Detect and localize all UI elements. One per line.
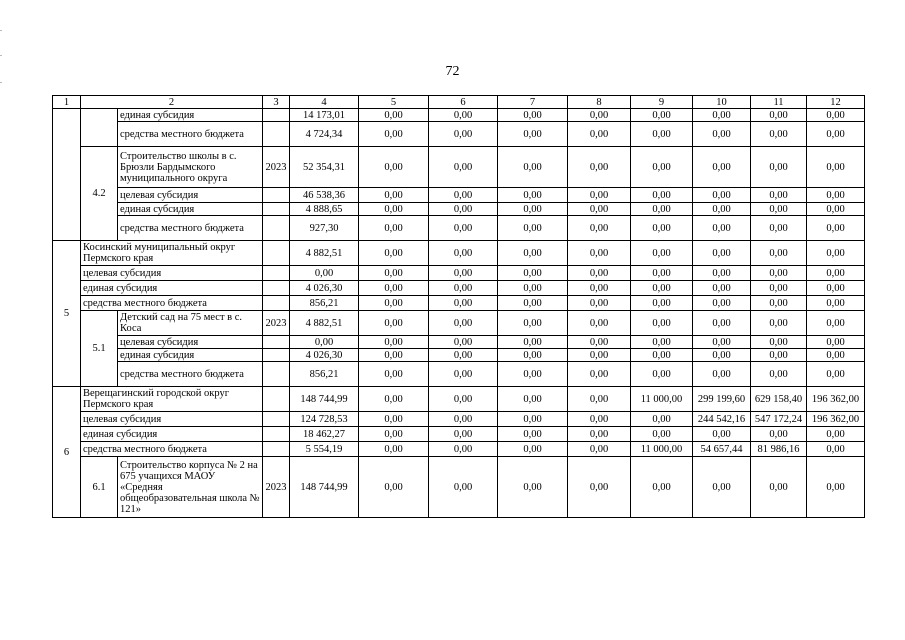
value-cell: 0,00 <box>498 122 568 147</box>
row-label: единая субсидия <box>118 109 263 122</box>
row-label: Верещагинский городской округ Пермского края <box>81 387 263 412</box>
value-cell: 0,00 <box>693 122 751 147</box>
value-cell: 0,00 <box>429 412 498 427</box>
row-label: Строительство корпуса № 2 на 675 учащихся МАОУ «Средняя общеобразовательная школа № 121» <box>118 457 263 518</box>
value-cell: 0,00 <box>751 188 807 203</box>
value-cell: 0,00 <box>359 387 429 412</box>
value-cell: 0,00 <box>498 442 568 457</box>
value-cell: 0,00 <box>693 336 751 349</box>
value-cell: 0,00 <box>751 349 807 362</box>
year-cell <box>263 387 290 412</box>
value-cell: 0,00 <box>807 311 865 336</box>
year-cell <box>263 349 290 362</box>
value-cell: 0,00 <box>807 442 865 457</box>
row-label: Строительство школы в с. Брюзли Бардымского муниципального округа <box>118 147 263 188</box>
value-cell: 0,00 <box>807 216 865 241</box>
table-row <box>53 203 865 216</box>
value-cell: 0,00 <box>359 362 429 387</box>
row-label: Детский сад на 75 мест в с. Коса <box>118 311 263 336</box>
row-label: целевая субсидия <box>81 412 263 427</box>
value-cell: 0,00 <box>631 241 693 266</box>
header-cell: 1 <box>53 96 81 109</box>
value-cell: 0,00 <box>751 311 807 336</box>
row-label: единая субсидия <box>118 349 263 362</box>
year-cell <box>263 412 290 427</box>
year-cell <box>263 216 290 241</box>
table-row <box>53 216 865 241</box>
row-label: единая субсидия <box>118 203 263 216</box>
value-cell: 0,00 <box>807 241 865 266</box>
value-cell: 0,00 <box>359 147 429 188</box>
value-cell: 0,00 <box>429 311 498 336</box>
value-cell: 0,00 <box>751 336 807 349</box>
value-cell: 0,00 <box>751 427 807 442</box>
value-cell: 0,00 <box>631 122 693 147</box>
value-cell: 0,00 <box>631 412 693 427</box>
value-cell: 0,00 <box>429 457 498 518</box>
value-cell: 0,00 <box>498 336 568 349</box>
value-cell: 0,00 <box>807 266 865 281</box>
value-cell: 0,00 <box>498 188 568 203</box>
value-cell: 0,00 <box>807 349 865 362</box>
year-cell <box>263 122 290 147</box>
value-cell: 0,00 <box>631 427 693 442</box>
value-cell: 0,00 <box>429 362 498 387</box>
table-row <box>53 412 865 427</box>
value-cell: 0,00 <box>807 427 865 442</box>
value-cell: 0,00 <box>807 122 865 147</box>
value-cell: 0,00 <box>429 147 498 188</box>
value-cell: 0,00 <box>751 109 807 122</box>
value-cell: 4 026,30 <box>290 349 359 362</box>
value-cell: 0,00 <box>693 109 751 122</box>
header-cell: 9 <box>631 96 693 109</box>
value-cell: 0,00 <box>498 147 568 188</box>
value-cell: 0,00 <box>429 427 498 442</box>
value-cell: 0,00 <box>693 457 751 518</box>
value-cell: 18 462,27 <box>290 427 359 442</box>
value-cell: 0,00 <box>498 349 568 362</box>
value-cell: 0,00 <box>429 442 498 457</box>
value-cell: 0,00 <box>807 281 865 296</box>
value-cell: 0,00 <box>498 203 568 216</box>
value-cell: 0,00 <box>693 311 751 336</box>
table-row <box>53 442 865 457</box>
table-row <box>53 349 865 362</box>
value-cell: 0,00 <box>359 296 429 311</box>
row-label: единая субсидия <box>81 427 263 442</box>
value-cell: 0,00 <box>568 296 631 311</box>
row-label: средства местного бюджета <box>118 362 263 387</box>
table-row <box>53 296 865 311</box>
value-cell: 0,00 <box>568 216 631 241</box>
row-number: 6 <box>53 387 81 518</box>
value-cell: 0,00 <box>807 336 865 349</box>
value-cell: 0,00 <box>429 109 498 122</box>
value-cell: 0,00 <box>359 122 429 147</box>
value-cell: 14 173,01 <box>290 109 359 122</box>
sub-row-number: 6.1 <box>81 457 118 518</box>
value-cell: 0,00 <box>290 266 359 281</box>
value-cell: 0,00 <box>568 188 631 203</box>
value-cell: 52 354,31 <box>290 147 359 188</box>
value-cell: 0,00 <box>693 362 751 387</box>
value-cell: 0,00 <box>498 266 568 281</box>
value-cell: 4 026,30 <box>290 281 359 296</box>
row-label: целевая субсидия <box>118 188 263 203</box>
value-cell: 0,00 <box>693 349 751 362</box>
sub-row-number <box>81 109 118 147</box>
year-cell <box>263 203 290 216</box>
table-row <box>53 311 865 336</box>
year-cell: 2023 <box>263 147 290 188</box>
row-label: целевая субсидия <box>81 266 263 281</box>
value-cell: 0,00 <box>568 349 631 362</box>
value-cell: 0,00 <box>631 457 693 518</box>
value-cell: 0,00 <box>568 412 631 427</box>
value-cell: 0,00 <box>568 336 631 349</box>
table-row <box>53 241 865 266</box>
value-cell: 0,00 <box>359 457 429 518</box>
value-cell: 0,00 <box>429 188 498 203</box>
value-cell: 124 728,53 <box>290 412 359 427</box>
value-cell: 0,00 <box>429 203 498 216</box>
value-cell: 0,00 <box>693 266 751 281</box>
value-cell: 0,00 <box>631 281 693 296</box>
value-cell: 0,00 <box>693 203 751 216</box>
value-cell: 0,00 <box>498 412 568 427</box>
table-row <box>53 188 865 203</box>
value-cell: 0,00 <box>359 349 429 362</box>
value-cell: 0,00 <box>429 281 498 296</box>
table-row <box>53 387 865 412</box>
value-cell: 0,00 <box>807 109 865 122</box>
value-cell: 4 888,65 <box>290 203 359 216</box>
value-cell: 0,00 <box>568 311 631 336</box>
year-cell <box>263 266 290 281</box>
value-cell: 0,00 <box>498 241 568 266</box>
value-cell: 0,00 <box>631 203 693 216</box>
table-row <box>53 147 865 188</box>
year-cell: 2023 <box>263 457 290 518</box>
value-cell: 0,00 <box>359 311 429 336</box>
value-cell: 0,00 <box>498 281 568 296</box>
header-cell: 8 <box>568 96 631 109</box>
scan-mark <box>0 82 2 83</box>
table-row <box>53 266 865 281</box>
value-cell: 0,00 <box>807 188 865 203</box>
value-cell: 0,00 <box>751 203 807 216</box>
value-cell: 0,00 <box>498 311 568 336</box>
table-row <box>53 281 865 296</box>
value-cell: 0,00 <box>751 241 807 266</box>
year-cell <box>263 109 290 122</box>
value-cell: 196 362,00 <box>807 387 865 412</box>
year-cell <box>263 427 290 442</box>
value-cell: 0,00 <box>807 296 865 311</box>
value-cell: 547 172,24 <box>751 412 807 427</box>
value-cell: 244 542,16 <box>693 412 751 427</box>
value-cell: 54 657,44 <box>693 442 751 457</box>
value-cell: 0,00 <box>631 109 693 122</box>
value-cell: 0,00 <box>429 216 498 241</box>
value-cell: 0,00 <box>429 349 498 362</box>
year-cell <box>263 296 290 311</box>
row-label: средства местного бюджета <box>118 216 263 241</box>
row-number: 5 <box>53 241 81 387</box>
value-cell: 0,00 <box>631 336 693 349</box>
year-cell <box>263 188 290 203</box>
value-cell: 629 158,40 <box>751 387 807 412</box>
value-cell: 0,00 <box>359 266 429 281</box>
value-cell: 0,00 <box>429 266 498 281</box>
value-cell: 0,00 <box>359 412 429 427</box>
header-cell: 5 <box>359 96 429 109</box>
year-cell <box>263 362 290 387</box>
value-cell: 0,00 <box>429 296 498 311</box>
value-cell: 0,00 <box>631 311 693 336</box>
header-cell: 12 <box>807 96 865 109</box>
scan-mark <box>0 30 2 31</box>
table-row <box>53 122 865 147</box>
value-cell: 0,00 <box>693 281 751 296</box>
value-cell: 0,00 <box>429 387 498 412</box>
value-cell: 856,21 <box>290 296 359 311</box>
header-cell: 3 <box>263 96 290 109</box>
sub-row-number: 5.1 <box>81 311 118 387</box>
value-cell: 0,00 <box>498 457 568 518</box>
value-cell: 0,00 <box>429 336 498 349</box>
value-cell: 0,00 <box>568 281 631 296</box>
value-cell: 0,00 <box>693 147 751 188</box>
header-row <box>53 96 865 109</box>
value-cell: 0,00 <box>807 203 865 216</box>
value-cell: 0,00 <box>429 122 498 147</box>
value-cell: 0,00 <box>751 147 807 188</box>
value-cell: 0,00 <box>693 216 751 241</box>
budget-table <box>52 95 865 518</box>
value-cell: 0,00 <box>568 109 631 122</box>
value-cell: 0,00 <box>568 147 631 188</box>
value-cell: 0,00 <box>568 442 631 457</box>
value-cell: 0,00 <box>631 362 693 387</box>
value-cell: 0,00 <box>359 281 429 296</box>
value-cell: 0,00 <box>693 296 751 311</box>
value-cell: 0,00 <box>568 362 631 387</box>
value-cell: 0,00 <box>693 427 751 442</box>
value-cell: 0,00 <box>568 241 631 266</box>
row-label: средства местного бюджета <box>81 442 263 457</box>
value-cell: 0,00 <box>498 387 568 412</box>
value-cell: 0,00 <box>290 336 359 349</box>
scan-mark <box>0 55 2 56</box>
value-cell: 81 986,16 <box>751 442 807 457</box>
table-row <box>53 109 865 122</box>
value-cell: 0,00 <box>807 362 865 387</box>
value-cell: 196 362,00 <box>807 412 865 427</box>
row-label: единая субсидия <box>81 281 263 296</box>
value-cell: 5 554,19 <box>290 442 359 457</box>
value-cell: 0,00 <box>359 241 429 266</box>
row-label: целевая субсидия <box>118 336 263 349</box>
value-cell: 0,00 <box>429 241 498 266</box>
value-cell: 0,00 <box>568 203 631 216</box>
value-cell: 856,21 <box>290 362 359 387</box>
value-cell: 4 882,51 <box>290 241 359 266</box>
value-cell: 148 744,99 <box>290 457 359 518</box>
value-cell: 0,00 <box>359 427 429 442</box>
value-cell: 0,00 <box>631 349 693 362</box>
row-label: Косинский муниципальный округ Пермского края <box>81 241 263 266</box>
value-cell: 0,00 <box>693 241 751 266</box>
value-cell: 0,00 <box>568 266 631 281</box>
header-cell: 6 <box>429 96 498 109</box>
year-cell <box>263 281 290 296</box>
value-cell: 0,00 <box>359 109 429 122</box>
table-row <box>53 362 865 387</box>
year-cell <box>263 241 290 266</box>
value-cell: 0,00 <box>359 203 429 216</box>
value-cell: 927,30 <box>290 216 359 241</box>
value-cell: 0,00 <box>568 427 631 442</box>
value-cell: 0,00 <box>751 362 807 387</box>
header-cell: 11 <box>751 96 807 109</box>
header-cell: 10 <box>693 96 751 109</box>
value-cell: 0,00 <box>359 336 429 349</box>
value-cell: 0,00 <box>568 122 631 147</box>
table-row <box>53 427 865 442</box>
value-cell: 0,00 <box>751 266 807 281</box>
value-cell: 0,00 <box>498 427 568 442</box>
value-cell: 0,00 <box>693 188 751 203</box>
value-cell: 11 000,00 <box>631 387 693 412</box>
table-row <box>53 457 865 518</box>
header-cell: 2 <box>81 96 263 109</box>
row-label: средства местного бюджета <box>118 122 263 147</box>
value-cell: 0,00 <box>807 457 865 518</box>
value-cell: 0,00 <box>751 281 807 296</box>
value-cell: 11 000,00 <box>631 442 693 457</box>
year-cell: 2023 <box>263 311 290 336</box>
table-row <box>53 336 865 349</box>
value-cell: 0,00 <box>568 387 631 412</box>
value-cell: 0,00 <box>631 147 693 188</box>
value-cell: 0,00 <box>568 457 631 518</box>
value-cell: 0,00 <box>807 147 865 188</box>
value-cell: 0,00 <box>498 109 568 122</box>
value-cell: 0,00 <box>751 296 807 311</box>
value-cell: 0,00 <box>498 362 568 387</box>
value-cell: 4 724,34 <box>290 122 359 147</box>
value-cell: 0,00 <box>751 216 807 241</box>
page-number: 72 <box>445 64 460 79</box>
year-cell <box>263 336 290 349</box>
year-cell <box>263 442 290 457</box>
value-cell: 0,00 <box>498 296 568 311</box>
value-cell: 299 199,60 <box>693 387 751 412</box>
value-cell: 0,00 <box>631 266 693 281</box>
value-cell: 0,00 <box>359 442 429 457</box>
sub-row-number: 4.2 <box>81 147 118 241</box>
value-cell: 0,00 <box>751 457 807 518</box>
value-cell: 0,00 <box>359 216 429 241</box>
value-cell: 46 538,36 <box>290 188 359 203</box>
value-cell: 0,00 <box>359 188 429 203</box>
value-cell: 0,00 <box>498 216 568 241</box>
value-cell: 4 882,51 <box>290 311 359 336</box>
value-cell: 0,00 <box>631 188 693 203</box>
value-cell: 0,00 <box>751 122 807 147</box>
value-cell: 0,00 <box>631 216 693 241</box>
value-cell: 148 744,99 <box>290 387 359 412</box>
header-cell: 4 <box>290 96 359 109</box>
header-cell: 7 <box>498 96 568 109</box>
value-cell: 0,00 <box>631 296 693 311</box>
row-number <box>53 109 81 241</box>
row-label: средства местного бюджета <box>81 296 263 311</box>
